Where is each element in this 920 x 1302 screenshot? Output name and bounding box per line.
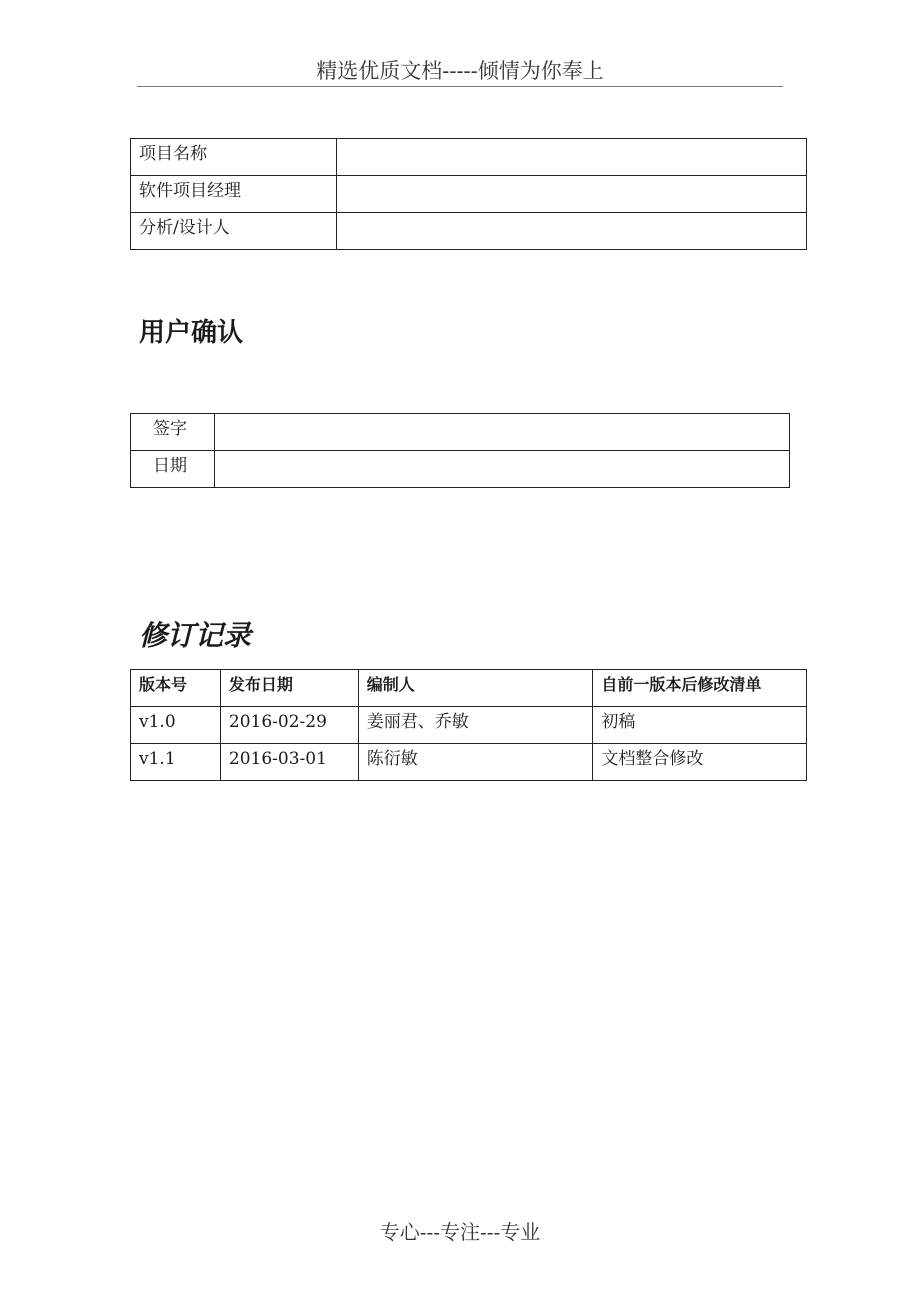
table-row — [131, 176, 807, 213]
user-confirm-heading: 用户确认 — [139, 318, 244, 348]
revision-table — [130, 669, 807, 781]
value-date[interactable] — [215, 451, 790, 488]
project-info-table — [130, 138, 807, 250]
label-project-manager: 软件项目经理 — [131, 176, 337, 213]
header-divider — [137, 86, 783, 87]
cell-author: 姜丽君、乔敏 — [358, 707, 593, 744]
label-date: 日期 — [131, 451, 215, 488]
table-row — [131, 707, 807, 744]
cell-version: v1.0 — [131, 707, 221, 744]
cell-release-date: 2016-02-29 — [220, 707, 358, 744]
table-row — [131, 139, 807, 176]
user-confirm-table — [130, 413, 790, 488]
revision-heading: 修订记录 — [139, 619, 252, 652]
label-signature: 签字 — [131, 414, 215, 451]
value-project-name[interactable] — [337, 139, 807, 176]
table-row — [131, 451, 790, 488]
column-header-changes: 自前一版本后修改清单 — [593, 670, 807, 707]
value-signature[interactable] — [215, 414, 790, 451]
page-header: 精选优质文档-----倾情为你奉上 — [316, 59, 604, 83]
cell-release-date: 2016-03-01 — [220, 744, 358, 781]
column-header-version: 版本号 — [131, 670, 221, 707]
table-row — [131, 744, 807, 781]
value-designer[interactable] — [337, 213, 807, 250]
label-designer: 分析/设计人 — [131, 213, 337, 250]
cell-changes: 初稿 — [593, 707, 807, 744]
value-project-manager[interactable] — [337, 176, 807, 213]
cell-author: 陈衍敏 — [358, 744, 593, 781]
cell-version: v1.1 — [131, 744, 221, 781]
column-header-release-date: 发布日期 — [220, 670, 358, 707]
cell-changes: 文档整合修改 — [593, 744, 807, 781]
table-header-row — [131, 670, 807, 707]
table-row — [131, 213, 807, 250]
table-row — [131, 414, 790, 451]
label-project-name: 项目名称 — [131, 139, 337, 176]
column-header-author: 编制人 — [358, 670, 593, 707]
page-footer: 专心---专注---专业 — [379, 1220, 541, 1244]
